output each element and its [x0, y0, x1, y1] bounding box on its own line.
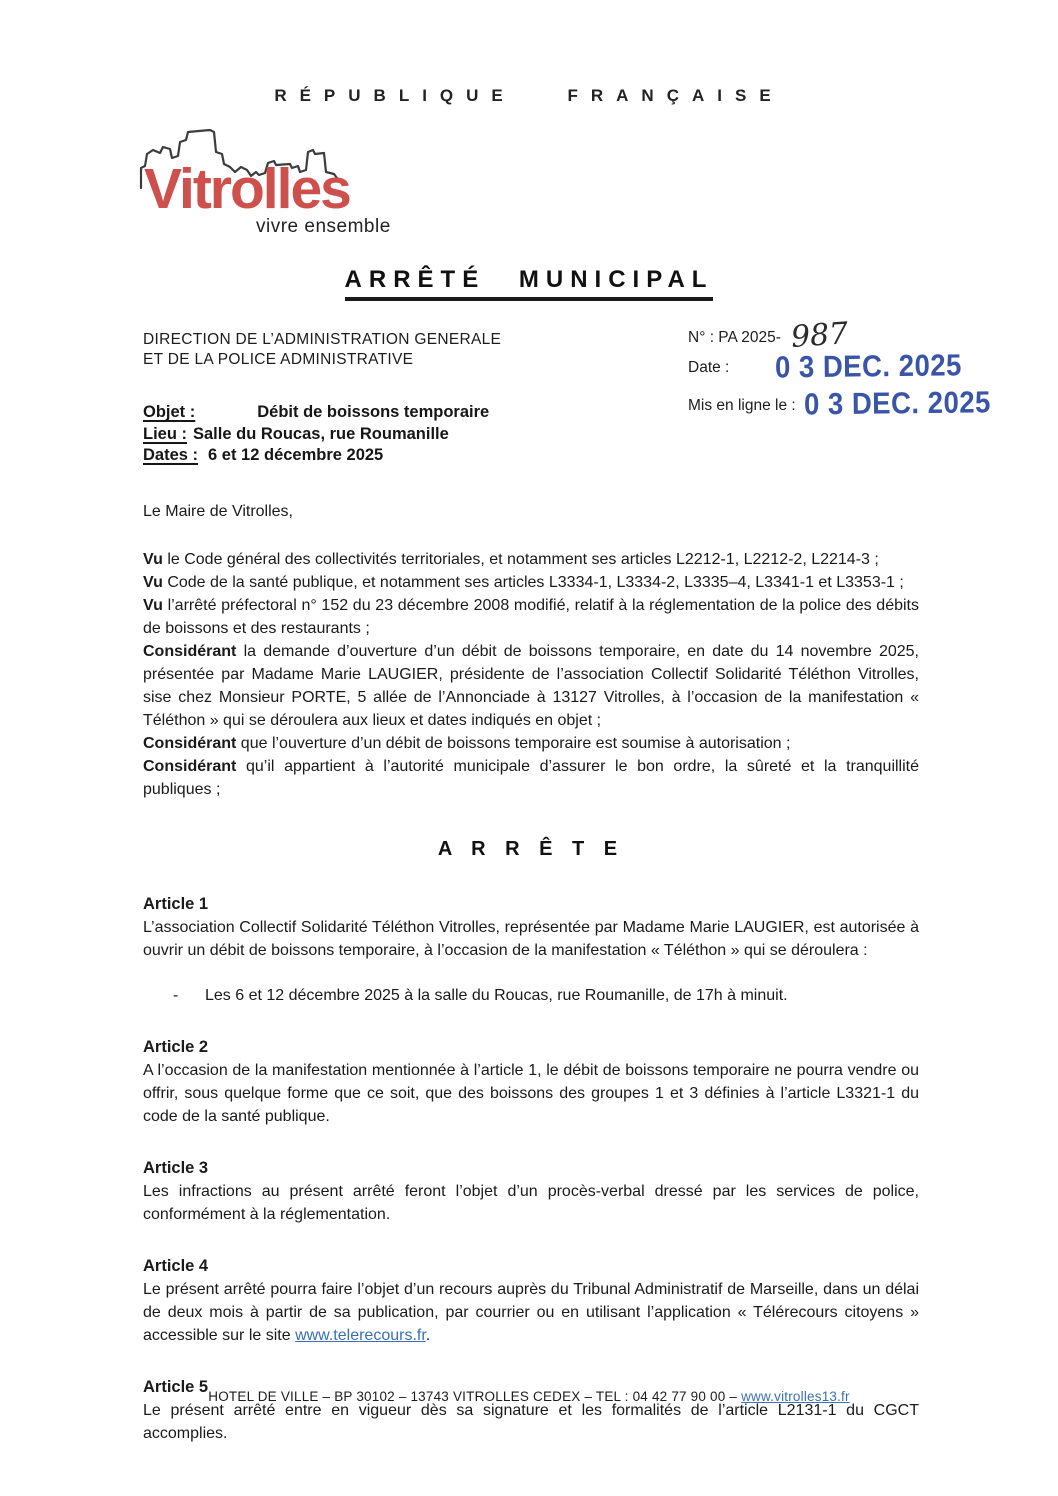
clause-keyword: Vu	[143, 551, 163, 568]
clause-text: que l’ouverture d’un débit de boissons temporaire est soumise à autorisation ;	[240, 735, 791, 752]
article-4-heading: Article 4	[143, 1257, 209, 1275]
article-4	[143, 1255, 919, 1347]
lieu-value: Salle du Roucas, rue Roumanille	[193, 424, 449, 443]
bullet-dash: -	[173, 987, 179, 1004]
direction-line-1: DIRECTION DE L’ADMINISTRATION GENERALE	[143, 331, 502, 348]
vitrolles-logo	[138, 120, 408, 245]
article-1-bullet	[143, 984, 919, 1007]
mis-en-ligne-label: Mis en ligne le :	[688, 397, 796, 414]
article-1	[143, 893, 919, 1007]
logo-wordmark: Vitrolles	[144, 157, 350, 221]
dates-row	[143, 445, 489, 467]
objet-value: Débit de boissons temporaire	[257, 403, 490, 421]
article-4-text	[143, 1278, 919, 1347]
date-label: Date :	[688, 359, 730, 376]
article-1-text: L’association Collectif Solidarité Téléthon Vitrolles, représentée par Madame Marie LAUGIER, est autorisée à ouvrir un débit de boissons temporaire, à l’occasion de la manifestation « Téléthon » qui se déroulera :	[143, 919, 919, 959]
clause-considerant-1	[143, 640, 919, 732]
clause-keyword: Vu	[143, 574, 163, 591]
subject-block	[143, 402, 489, 467]
article-5	[143, 1376, 919, 1445]
lieu-row	[143, 424, 489, 446]
article-3	[143, 1157, 919, 1226]
clause-vu-3	[143, 594, 919, 640]
clause-keyword: Considérant	[143, 643, 237, 660]
republique-francaise-heading: RÉPUBLIQUE FRANÇAISE	[274, 86, 784, 105]
vitrolles-website-link[interactable]: www.vitrolles13.fr	[741, 1389, 850, 1404]
dates-label: Dates :	[143, 446, 199, 464]
article-1-bullet-text: Les 6 et 12 décembre 2025 à la salle du Roucas, rue Roumanille, de 17h à minuit.	[205, 987, 788, 1004]
clause-text: qu’il appartient à l’autorité municipale d’assurer le bon ordre, la sûreté et la tranquillité publiques ;	[143, 758, 920, 798]
article-2-text: A l’occasion de la manifestation mentionnée à l’article 1, le débit de boissons temporaire ne pourra vendre ou offrir, sous quelque forme que ce soit, que des boissons des groupes 1 et 3 définies à l’article L3321-1 du code de la santé publique.	[143, 1062, 919, 1125]
numero-label: N° : PA 2025-	[688, 329, 781, 346]
article-2-heading: Article 2	[143, 1038, 209, 1056]
clause-keyword: Considérant	[143, 758, 237, 775]
clause-text: la demande d’ouverture d’un débit de boissons temporaire, en date du 14 novembre 2025, présentée par Madame Marie LAUGIER, présidente de l’association Collectif Solidarité Téléthon Vitrolles, sise chez Monsieur PORTE, 5 allée de l’Annonciade à 13127 Vitrolles, à l’occasion de la manifestation « Téléthon » qui se déroulera aux lieux et dates indiqués en objet ;	[143, 643, 919, 729]
objet-label: Objet :	[143, 403, 196, 421]
article-3-heading: Article 3	[143, 1159, 209, 1177]
document-title: ARRÊTÉ MUNICIPAL	[345, 266, 714, 301]
meta-block	[688, 316, 1000, 422]
article-4-text-before-link: Le présent arrêté pourra faire l’objet d’un recours auprès du Tribunal Administratif de Marseille, dans un délai de deux mois à partir de sa publication, par courrier ou en utilisant l’application « Télérecours citoyens » accessible sur le site	[143, 1281, 919, 1344]
clause-vu-2	[143, 571, 919, 594]
direction-line-2: ET DE LA POLICE ADMINISTRATIVE	[143, 351, 414, 368]
objet-row	[143, 402, 489, 424]
issuing-direction	[143, 330, 501, 370]
salutation: Le Maire de Vitrolles,	[143, 503, 293, 520]
telerecours-link[interactable]: www.telerecours.fr	[295, 1327, 426, 1344]
article-5-text: Le présent arrêté entre en vigueur dès sa signature et les formalités de l’article L2131-1 du CGCT accomplies.	[143, 1402, 919, 1442]
arrete-heading: A R R Ê T E	[437, 838, 625, 860]
clause-vu-1	[143, 548, 919, 571]
article-4-text-after-link: .	[425, 1327, 431, 1344]
mis-en-ligne-stamp: 0 3 DEC. 2025	[803, 386, 991, 422]
document-body	[143, 500, 919, 1474]
clause-considerant-2	[143, 732, 919, 755]
clause-keyword: Vu	[143, 597, 163, 614]
clause-text: l’arrêté préfectoral n° 152 du 23 décembre 2008 modifié, relatif à la réglementation de la police des débits de boissons et des restaurants ;	[143, 597, 919, 637]
clause-considerant-3	[143, 755, 919, 801]
clause-keyword: Considérant	[143, 735, 237, 752]
clause-text: le Code général des collectivités territoriales, et notamment ses articles L2212-1, L2212-2, L2214-3 ;	[167, 551, 879, 568]
clause-text: Code de la santé publique, et notamment ses articles L3334-1, L3334-2, L3335–4, L3341-1 et L3353-1 ;	[167, 574, 904, 591]
article-1-heading: Article 1	[143, 895, 209, 913]
footer	[0, 1389, 1058, 1404]
article-5-heading: Article 5	[143, 1378, 209, 1396]
lieu-label: Lieu :	[143, 424, 187, 443]
date-stamp: 0 3 DEC. 2025	[775, 349, 963, 385]
dates-value: 6 et 12 décembre 2025	[208, 446, 384, 464]
footer-address: HOTEL DE VILLE – BP 30102 – 13743 VITROLLES CEDEX – TEL : 04 42 77 90 00 –	[208, 1389, 742, 1404]
article-3-text: Les infractions au présent arrêté feront l’objet d’un procès-verbal dressé par les services de police, conformément à la réglementation.	[143, 1183, 919, 1223]
numero-handwritten-value: 987	[789, 316, 850, 355]
article-2	[143, 1036, 919, 1128]
logo-tagline: vivre ensemble	[256, 216, 391, 237]
